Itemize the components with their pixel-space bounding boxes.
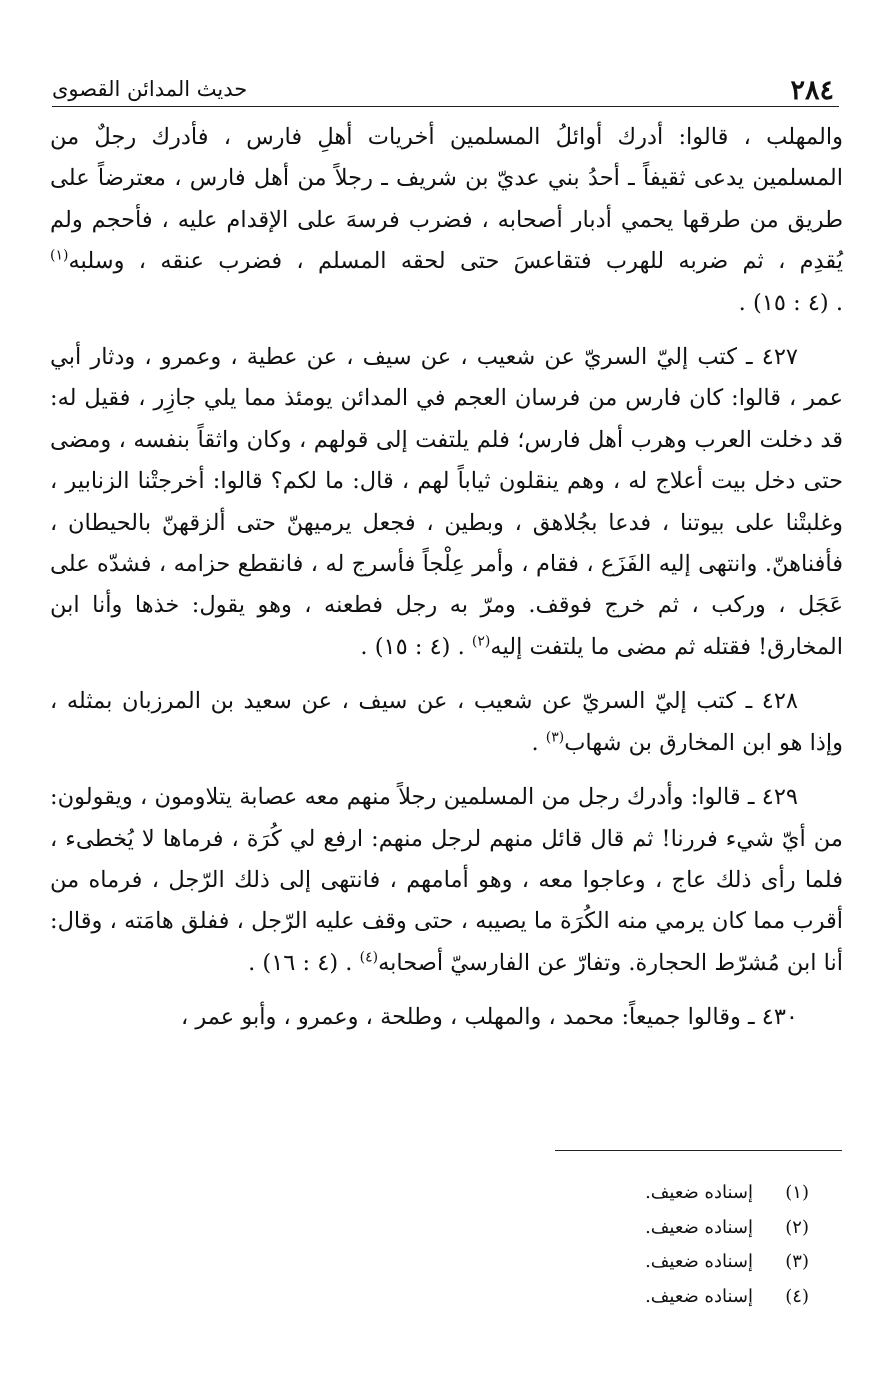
body-text [50, 117, 843, 1052]
paragraph-429 [50, 777, 843, 984]
footnotes [409, 1176, 809, 1314]
footnote-ref: (٤) [359, 949, 379, 966]
running-title: حديث المدائن القصوى [52, 77, 248, 101]
paragraph-text: وقالوا جميعاً: محمد ، والمهلب ، وطلحة ، وعمرو ، وأبو عمر ، [180, 1004, 741, 1031]
citation: . (٤ : ١٦) . [248, 949, 353, 976]
paragraph-430 [50, 997, 843, 1038]
running-head [52, 64, 834, 104]
footnote-text: إسناده ضعيف. [645, 1251, 753, 1272]
citation: . [531, 729, 539, 756]
paragraph-number: ٤٢٩ ـ [747, 784, 799, 811]
footnote-2 [409, 1211, 809, 1246]
footnote-4 [409, 1280, 809, 1315]
paragraph-427 [50, 337, 843, 668]
footnote-number: (٣) [785, 1251, 809, 1272]
footnote-ref: (٣) [545, 729, 565, 746]
footnote-text: إسناده ضعيف. [645, 1285, 753, 1307]
footnote-1 [409, 1176, 809, 1211]
paragraph-text: كتب إليّ السريّ عن شعيب ، عن سيف ، عن سعيد بن المرزبان بمثله ، وإذا هو ابن المخارق بن شهاب [50, 688, 843, 756]
citation: . (٤ : ١٥) . [738, 289, 843, 316]
paragraph-number: ٤٢٧ ـ [746, 344, 798, 371]
paragraph-number: ٤٢٨ ـ [745, 688, 798, 715]
footnote-number: (٢) [785, 1216, 809, 1238]
header-rule [52, 106, 839, 107]
citation: . (٤ : ١٥) . [360, 633, 465, 660]
paragraph-text: قالوا: وأدرك رجل من المسلمين رجلاً منهم معه عصابة يتلاومون ، ويقولون: من أيّ شيء فررنا! ثم قال قائل منهم لرجل منهم: ارفع لي كُرَة ، فرماها لا يُخطىء ، فلما رأى ذلك عاج ، وعاجوا معه ، وهو أمامهم ، فانتهى إلى ذلك الرّجل ، فرماه من أقرب مما كان يرمي منه الكُرَة ما يصيبه ، حتى وقف عليه الرّجل ، ففلق هامَته ، وقال: أنا ابن مُشرّط الحجارة. وتفارّ عن الفارسيّ أصحابه [50, 784, 843, 976]
footnote-ref: (١) [50, 247, 69, 264]
page-number: ٢٨٤ [790, 75, 834, 106]
footnote-text: إسناده ضعيف. [645, 1216, 753, 1238]
paragraph-continued [50, 117, 843, 324]
footnote-3 [409, 1245, 809, 1280]
footnote-ref: (٢) [471, 633, 491, 650]
footnote-text: إسناده ضعيف. [645, 1182, 753, 1203]
footnote-number: (١) [785, 1182, 809, 1203]
paragraph-text: كتب إليّ السريّ عن شعيب ، عن سيف ، عن عطية ، وعمرو ، ودثار أبي عمر ، قالوا: كان فارس من فرسان العجم في المدائن يومئذ مما يلي جازِر ، فقيل له: قد دخلت العرب وهرب أهل فارس؛ فلم يلتفت إلى قولهم ، وكان واثقاً بنفسه ، ومضى حتى دخل بيت أعلاج له ، وهم ينقلون ثياباً لهم ، قال: ما لكم؟ قالوا: أخرجتْنا الزنابير ، وغلبتْنا على بيوتنا ، فدعا بجُلاهق ، وبطين ، فجعل يرميهنّ حتى ألزقهنّ بالحيطان ، فأفناهنّ. وانتهى إليه الفَزَع ، فقام ، وأمر عِلْجاً فأسرج له ، فانقطع حزامه ، فشدّه على عَجَل ، وركب ، ثم خرج فوقف. ومرّ به رجل فطعنه ، وهو يقول: خذها وأنا ابن المخارق! فقتله ثم مضى ما يلتفت إليه [50, 344, 843, 660]
footnote-number: (٤) [785, 1285, 809, 1307]
paragraph-text: والمهلب ، قالوا: أدرك أوائلُ المسلمين أخريات أهلِ فارس ، فأدرك رجلٌ من المسلمين يدعى ثقيفاً ـ أحدُ بني عديّ بن شريف ـ رجلاً من أهل فارس ، معترضاً على طريق من طرقها يحمي أدبار أصحابه ، فضرب فرسهَ على الإقدام عليه ، فأحجم ولم يُقدِم ، ثم ضربه للهرب فتقاعسَ حتى لحقه المسلم ، فضرب عنقه ، وسلبه [50, 124, 843, 275]
paragraph-number: ٤٣٠ ـ [747, 1004, 798, 1031]
footnote-separator [555, 1150, 842, 1151]
paragraph-428 [50, 681, 843, 764]
